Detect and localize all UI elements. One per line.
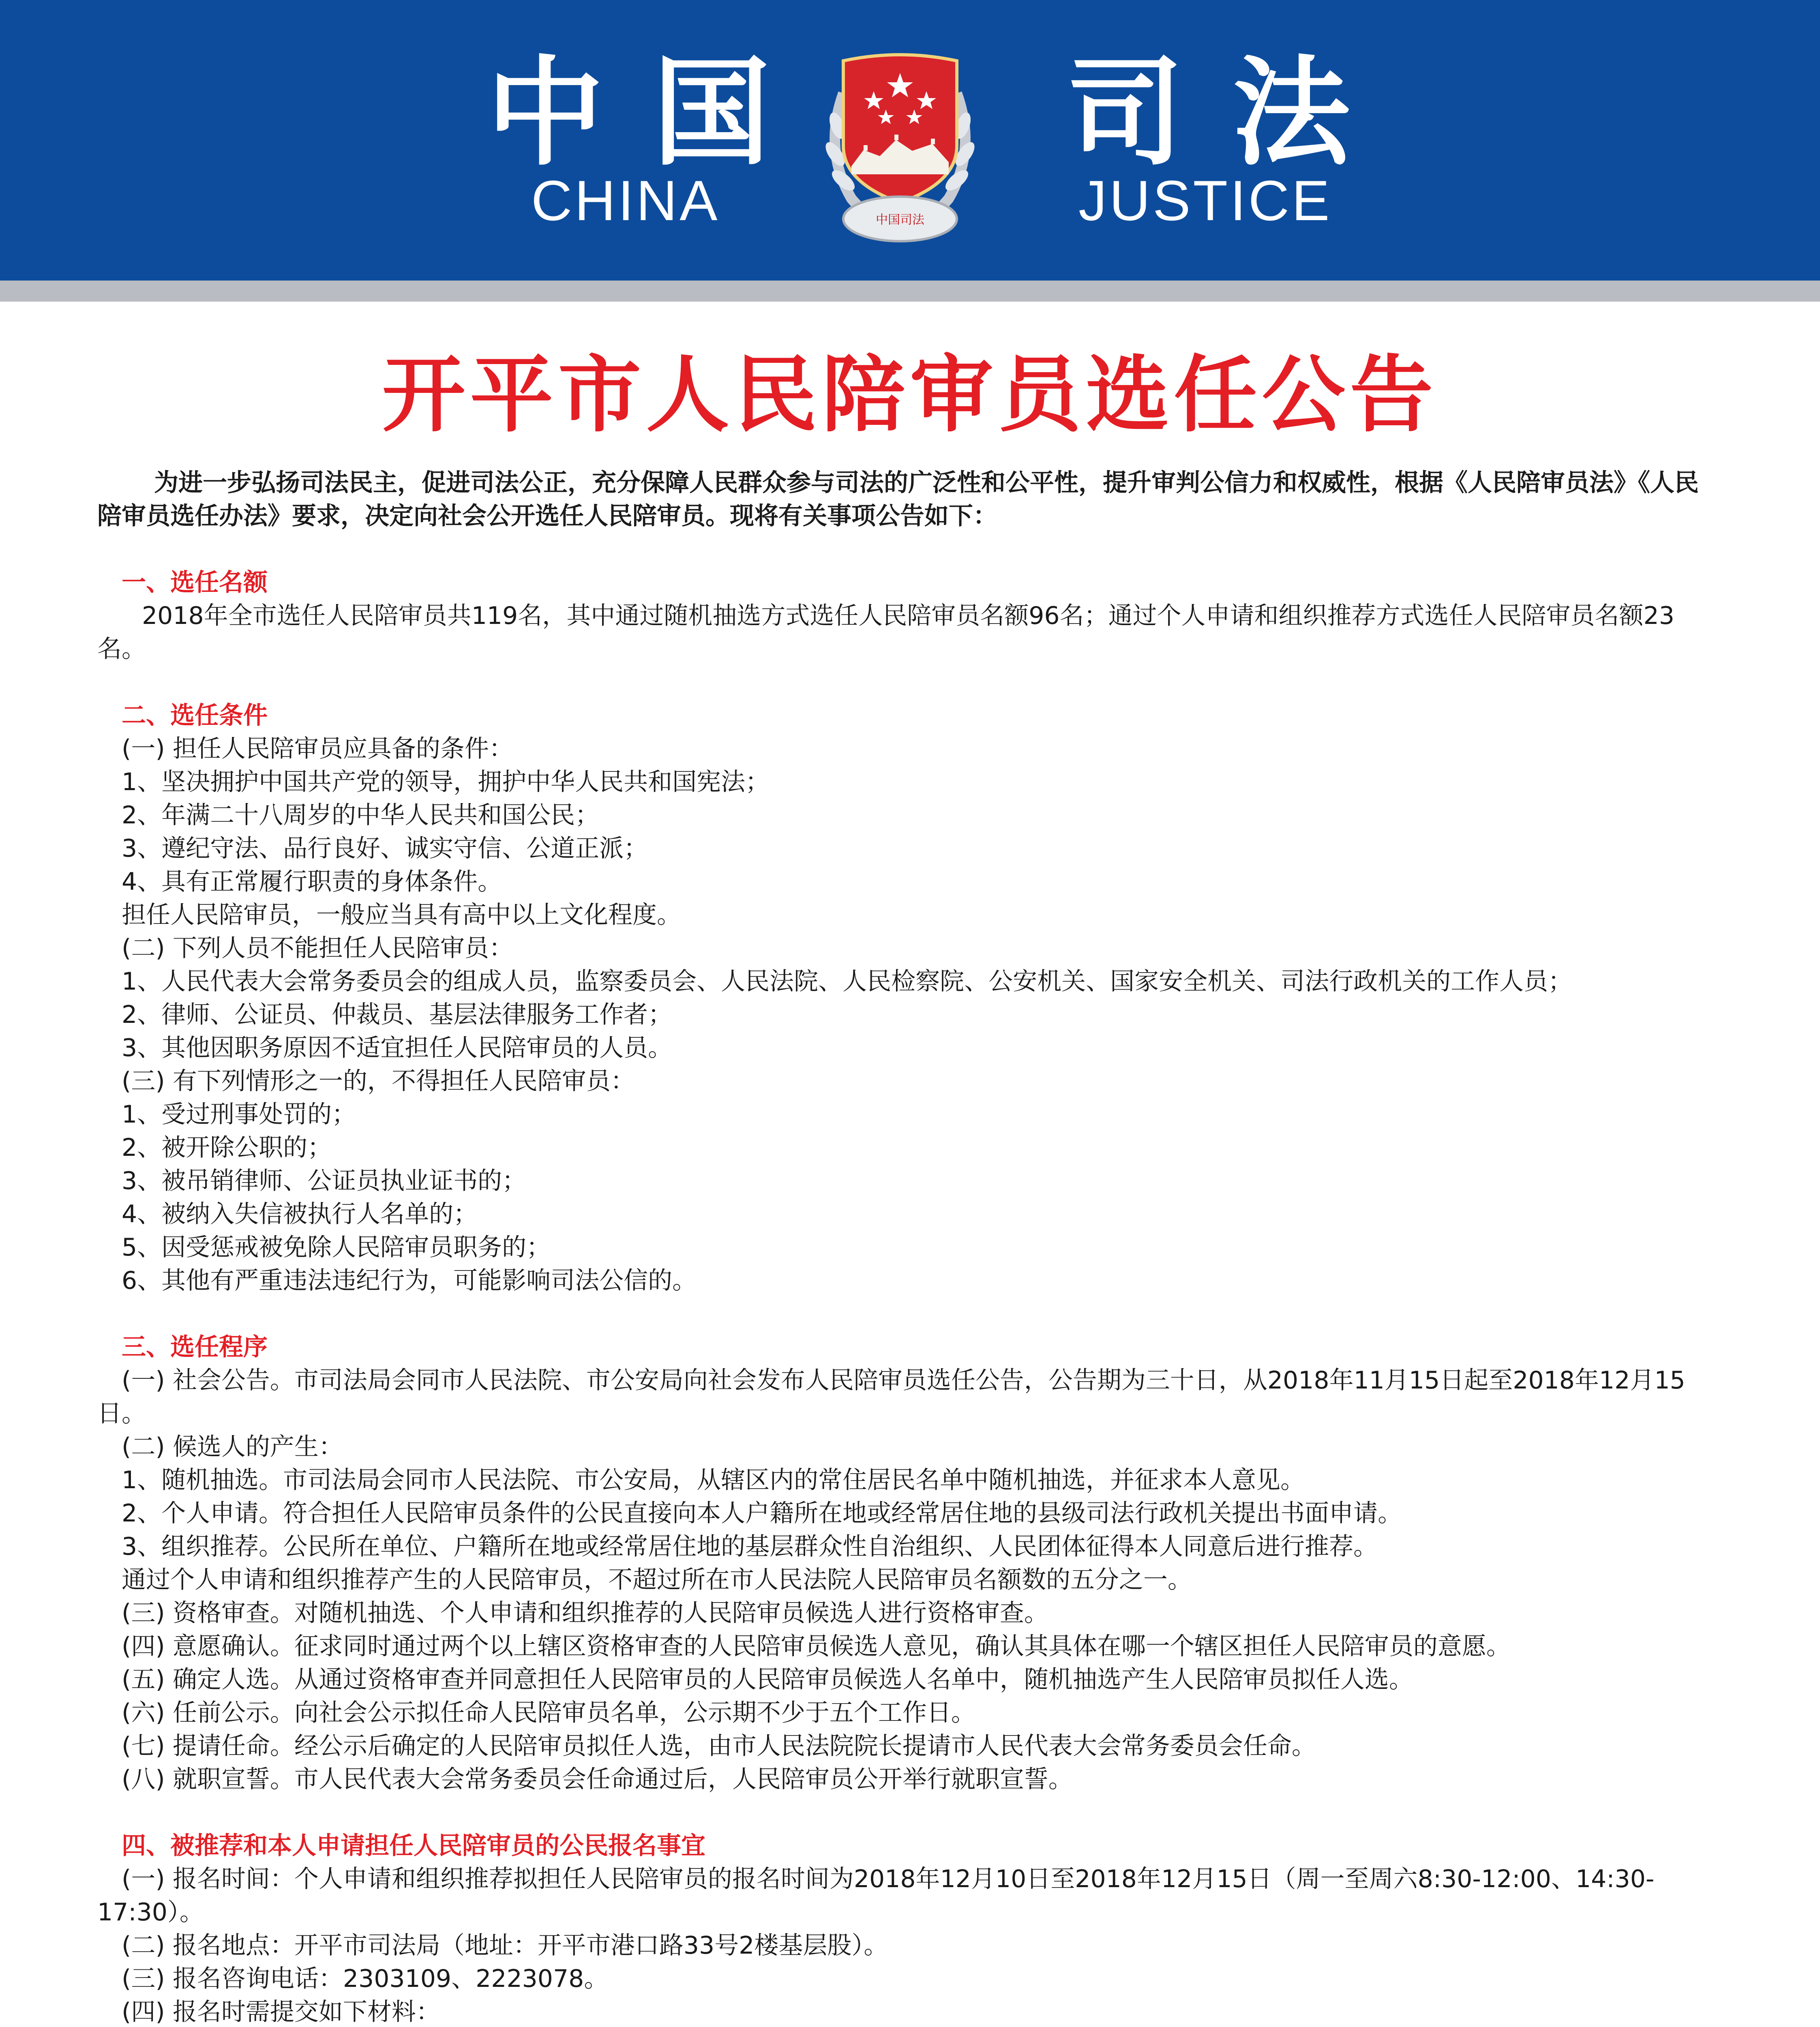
list-item: 1、坚决拥护中国共产党的领导，拥护中华人民共和国宪法； <box>122 768 770 796</box>
header-band <box>0 0 1820 281</box>
list-item: (四) 报名时需提交如下材料： <box>122 1998 440 2026</box>
list-item: 3、被吊销律师、公证员执业证书的； <box>122 1167 527 1195</box>
list-item: (一) 社会公告。市司法局会同市人民法院、市公安局向社会发布人民陪审员选任公告，公告期为三十日，从2018年11月15日起至2018年12月15日。 <box>97 1366 1685 1428</box>
list-item: 1、受过刑事处罚的； <box>122 1100 356 1129</box>
list-item: (三) 资格审查。对随机抽选、个人申请和组织推荐的人民陪审员候选人进行资格审查。 <box>122 1599 1048 1627</box>
list-item: 2、律师、公证员、仲裁员、基层法律服务工作者； <box>122 1001 673 1029</box>
header-en-left: CHINA <box>531 169 720 232</box>
list-item: 4、具有正常履行职责的身体条件。 <box>122 868 502 896</box>
list-item: (二) 下列人员不能担任人民陪审员： <box>122 934 513 962</box>
section-heading-4: 四、被推荐和本人申请担任人民陪审员的公民报名事宜 <box>122 1832 705 1860</box>
section-1-text: 2018年全市选任人民陪审员共119名，其中通过随机抽选方式选任人民陪审员名额96名；通过个人申请和组织推荐方式选任人民陪审员名额23名。 <box>97 602 1674 663</box>
section-heading-3: 三、选任程序 <box>122 1333 268 1361</box>
list-item: 4、被纳入失信被执行人名单的； <box>122 1200 478 1228</box>
header-cn-right: 司法 <box>1066 45 1399 182</box>
list-item: (四) 意愿确认。征求同时通过两个以上辖区资格审查的人民陪审员候选人意见，确认其具体在哪一个辖区担任人民陪审员的意愿。 <box>122 1632 1511 1661</box>
list-item: (三) 有下列情形之一的，不得担任人民陪审员： <box>122 1067 635 1095</box>
list-item: 1、人民代表大会常务委员会的组成人员，监察委员会、人民法院、人民检察院、公安机关、国家安全机关、司法行政机关的工作人员； <box>122 967 1573 996</box>
list-item: 1、随机抽选。市司法局会同市人民法院、市公安局，从辖区内的常住居民名单中随机抽选，并征求本人意见。 <box>122 1466 1305 1494</box>
list-item: 3、组织推荐。公民所在单位、户籍所在地或经常居住地的基层群众性自治组织、人民团体征得本人同意后进行推荐。 <box>122 1532 1378 1561</box>
list-item: (五) 确定人选。从通过资格审查并同意担任人民陪审员的人民陪审员候选人名单中，随机抽选产生人民陪审员拟任人选。 <box>122 1665 1413 1694</box>
list-item: (一) 报名时间：个人申请和组织推荐拟担任人民陪审员的报名时间为2018年12月10日至2018年12月15日（周一至周六8:30-12:00、14:30-17:30）。 <box>97 1865 1655 1926</box>
list-item: 5、因受惩戒被免除人民陪审员职务的； <box>122 1233 551 1262</box>
list-item: 2、个人申请。符合担任人民陪审员条件的公民直接向本人户籍所在地或经常居住地的县级司法行政机关提出书面申请。 <box>122 1499 1402 1528</box>
list-item: (二) 报名地点：开平市司法局（地址：开平市港口路33号2楼基层股）。 <box>122 1931 888 1960</box>
list-item: 通过个人申请和组织推荐产生的人民陪审员，不超过所在市人民法院人民陪审员名额数的五分之一。 <box>122 1566 1192 1594</box>
header-en-right: JUSTICE <box>1078 169 1332 232</box>
list-item: (八) 就职宣誓。市人民代表大会常务委员会任命通过后，人民陪审员公开举行就职宣誓。 <box>122 1765 1073 1793</box>
list-item: 担任人民陪审员，一般应当具有高中以上文化程度。 <box>122 901 681 929</box>
list-item: (三) 报名咨询电话：2303109、2223078。 <box>122 1965 609 1993</box>
list-item: 3、其他因职务原因不适宜担任人民陪审员的人员。 <box>122 1034 673 1062</box>
list-item: 3、遵纪守法、品行良好、诚实守信、公道正派； <box>122 834 648 863</box>
china-justice-emblem-icon <box>815 45 985 251</box>
list-item: 6、其他有严重违法违纪行为，可能影响司法公信的。 <box>122 1266 697 1295</box>
list-item: (六) 任前公示。向社会公示拟任命人民陪审员名单，公示期不少于五个工作日。 <box>122 1699 975 1727</box>
intro-paragraph: 为进一步弘扬司法民主，促进司法公正，充分保障人民群众参与司法的广泛性和公平性，提升审判公信力和权威性，根据《人民陪审员法》《人民陪审员选任办法》要求，决定向社会公开选任人民陪审员。现将有关事项公告如下： <box>97 469 1699 530</box>
page-title: 开平市人民陪审员选任公告 <box>382 347 1438 444</box>
section-heading-1: 一、选任名额 <box>122 568 268 597</box>
announcement-body <box>97 466 1715 2027</box>
header-cn-left: 中国 <box>487 45 819 182</box>
list-item: 2、被开除公职的； <box>122 1133 332 1162</box>
section-heading-2: 二、选任条件 <box>122 701 268 730</box>
list-item: 2、年满二十八周岁的中华人民共和国公民； <box>122 801 600 829</box>
header-stripe <box>0 281 1820 302</box>
list-item: (一) 担任人民陪审员应具备的条件： <box>122 735 513 763</box>
emblem-label: 中国司法 <box>876 213 924 227</box>
list-item: (二) 候选人的产生： <box>122 1433 343 1461</box>
list-item: (七) 提请任命。经公示后确定的人民陪审员拟任人选，由市人民法院院长提请市人民代表大会常务委员会任命。 <box>122 1732 1316 1760</box>
